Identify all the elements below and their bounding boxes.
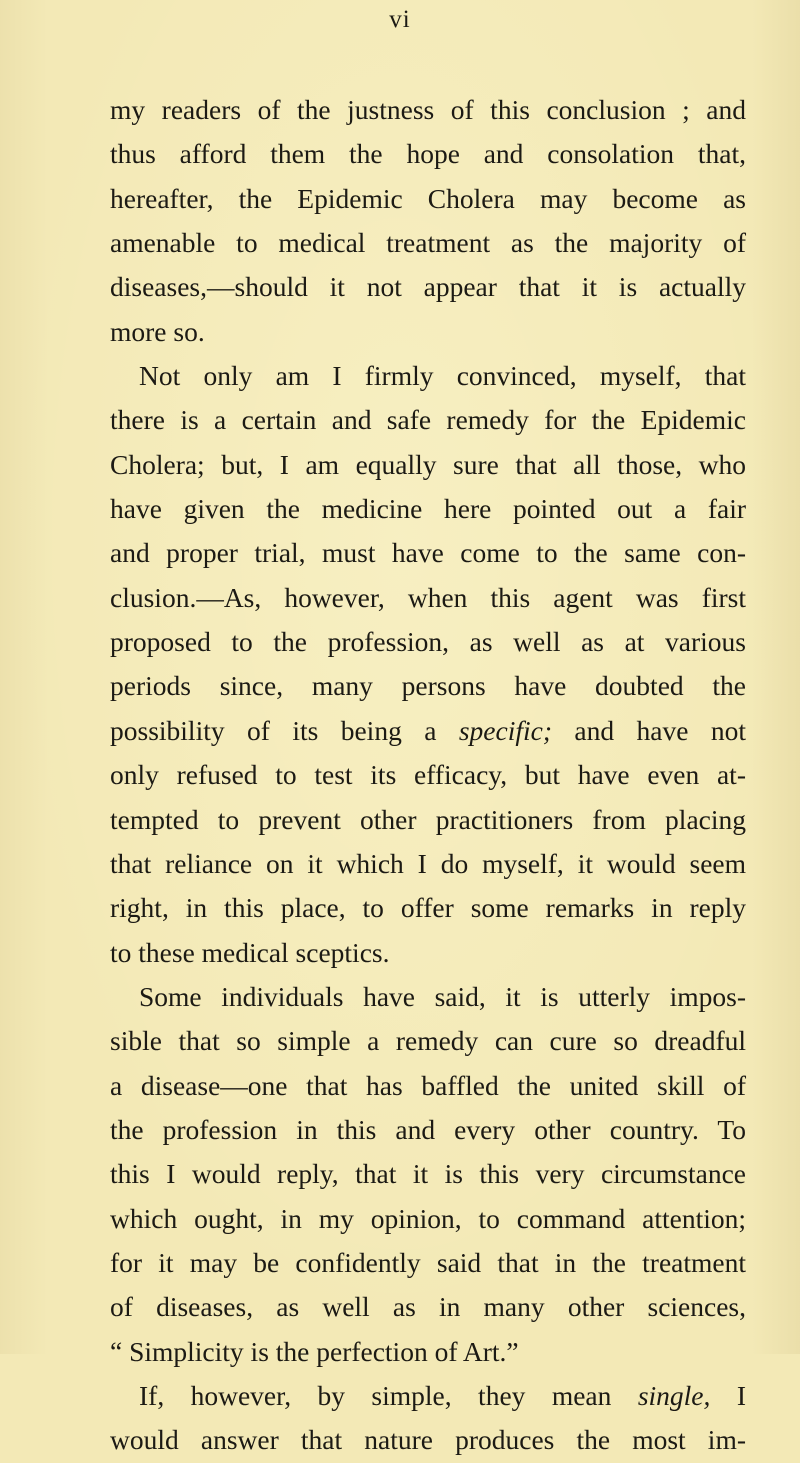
text-line: my readers of the justness of this conclusion ; and [110,94,746,125]
text-line: Cholera; but, I am equally sure that all those, who [110,448,746,480]
text-line: the profession in this and every other country. To [110,1113,746,1145]
text-line: have given the medicine here pointed out a fair [110,493,746,525]
text-line: for it may be confidently said that in the treatment [110,1246,746,1278]
text-line: right, in this place, to offer some remarks in reply [110,892,746,924]
text-line: would answer that nature produces the most im- [110,1424,746,1456]
text-line: proposed to the profession, as well as at various [110,626,746,658]
text-line: which ought, in my opinion, to command attention; [110,1202,746,1234]
text-line: sible that so simple a remedy can cure so dreadful [110,1025,746,1057]
text-line: more so. [110,315,205,347]
text-line: there is a certain and safe remedy for the Epidemic [110,404,746,436]
text-line: diseases,—should it not appear that it is actually [110,271,746,303]
text-line: this I would reply, that it is this very circumstance [110,1158,746,1190]
text-line: of diseases, as well as in many other sciences, [110,1291,746,1323]
text-line: that reliance on it which I do myself, it would seem [110,847,746,879]
text-line: only refused to test its efficacy, but have even at- [110,759,746,791]
text-line: clusion.—As, however, when this agent was first [110,581,746,613]
text-line: hereafter, the Epidemic Cholera may become as [110,182,746,214]
text-line: a disease—one that has baffled the united skill of [110,1069,746,1101]
text-line: thus afford them the hope and consolation that, [110,138,746,170]
text-line: amenable to medical treatment as the majority of [110,227,746,259]
text-line: to these medical sceptics. [110,936,390,968]
text-line: tempted to prevent other practitioners from placing [110,803,746,835]
text-line: Some individuals have said, it is utterly impos- [139,980,746,1012]
text-line: “ Simplicity is the perfection of Art.” [110,1335,519,1367]
text-line: and proper trial, must have come to the same con- [110,537,746,569]
text-line: If, however, by simple, they mean single, I [139,1379,746,1411]
text-line: Not only am I firmly convinced, myself, that [139,360,746,392]
text-line: possibility of its being a specific; and have not [110,714,746,746]
body-text [110,88,746,1463]
page-number: vi [389,6,411,33]
text-line: periods since, many persons have doubted the [110,670,746,702]
